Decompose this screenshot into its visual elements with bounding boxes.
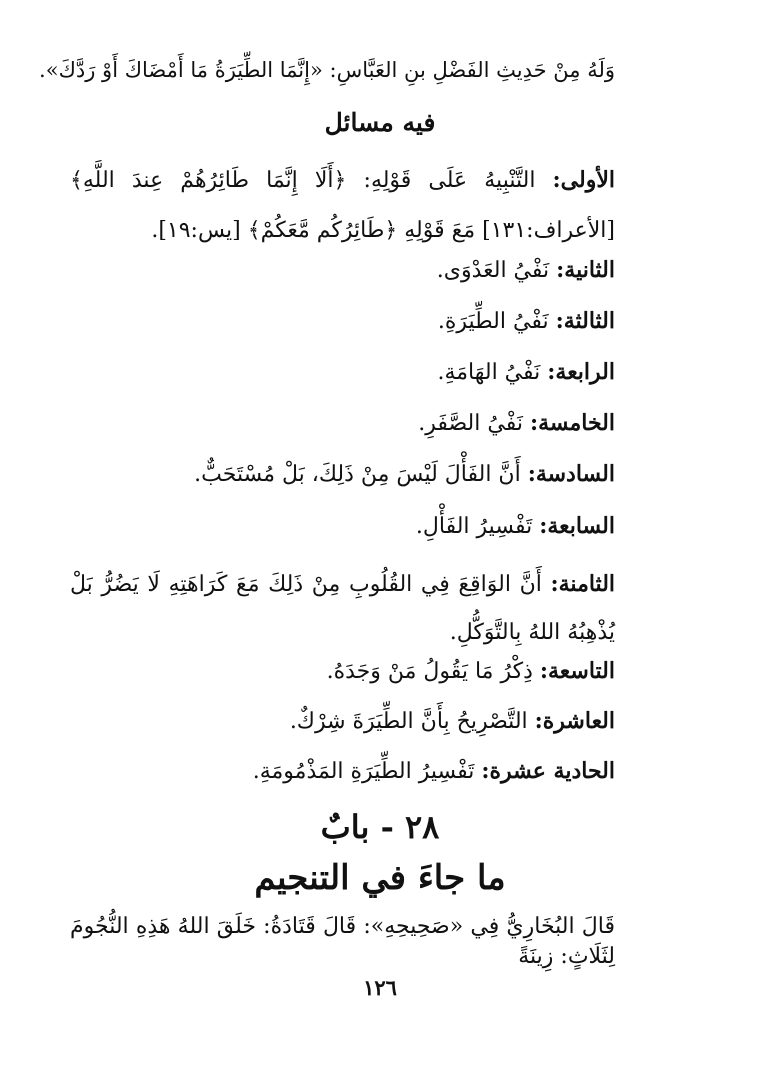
intro-hadith-line: وَلَهُ مِنْ حَدِيثِ الفَضْلِ بنِ العَبَّاسِ: «إِنَّمَا الطِّيَرَةُ مَا أَمْضَاكَ أَوْ رَدَّكَ». — [39, 58, 615, 82]
masala-label: الحادية عشرة: — [481, 758, 615, 784]
masala-text: نَفْيُ الهَامَةِ. — [437, 360, 541, 385]
masala-item-2 — [437, 255, 615, 286]
masala-label: السابعة: — [539, 513, 615, 539]
masala-text: نَفْيُ العَدْوَى. — [436, 258, 550, 283]
masala-label: الثامنة: — [550, 571, 616, 597]
masala-item-11 — [253, 756, 615, 787]
masala-text: التَّنْبِيهُ عَلَى قَوْلِهِ: ﴿أَلَا إِنَّمَا طَائِرُهُمْ عِندَ اللَّهِ﴾ [الأعراف:١٣١] مَعَ قَوْلِهِ ﴿طَائِرُكُم مَّعَكُمْ﴾ [يس:١٩]. — [70, 168, 615, 243]
masala-text: أَنَّ الوَاقِعَ فِي القُلُوبِ مِنْ ذَلِكَ مَعَ كَرَاهَتِهِ لَا يَضُرُّ بَلْ يُذْهِبُهُ اللهُ بِالتَّوَكُّلِ. — [70, 572, 615, 645]
masala-item-8 — [70, 560, 615, 657]
masala-text: تَفْسِيرُ الفَأْلِ. — [415, 514, 533, 539]
masala-text: نَفْيُ الطِّيَرَةِ. — [437, 309, 549, 334]
masala-label: الأولى: — [552, 167, 615, 193]
masala-label: الرابعة: — [547, 359, 615, 385]
masala-label: الثانية: — [556, 257, 615, 283]
chapter-number-heading: ٢٨ - بابٌ — [320, 808, 440, 846]
masala-item-7 — [416, 511, 615, 542]
masala-item-3 — [438, 306, 615, 337]
section-heading-masail: فيه مسائل — [324, 108, 436, 137]
masala-item-6 — [194, 459, 615, 490]
masala-item-9 — [327, 656, 615, 687]
chapter-opening-line: قَالَ البُخَارِيُّ فِي «صَحِيحِهِ»: قَالَ قَتَادَةُ: خَلَقَ اللهُ هَذِهِ النُّجُومَ لِثَلَاثٍ: زِينَةً — [70, 914, 615, 969]
masala-label: التاسعة: — [539, 658, 615, 684]
masala-text: ذِكْرُ مَا يَقُولُ مَنْ وَجَدَهُ. — [326, 659, 533, 684]
masala-item-5 — [418, 408, 615, 439]
masala-text: أَنَّ الفَأْلَ لَيْسَ مِنْ ذَلِكَ، بَلْ مُسْتَحَبٌّ. — [194, 462, 521, 487]
masala-label: الخامسة: — [529, 410, 615, 436]
page-number: ١٢٦ — [363, 975, 397, 1000]
masala-item-1 — [70, 155, 615, 256]
masala-text: نَفْيُ الصَّفَرِ. — [418, 411, 523, 436]
masala-item-4 — [437, 357, 615, 388]
masala-label: السادسة: — [527, 461, 615, 487]
masala-label: الثالثة: — [555, 308, 615, 334]
masala-text: تَفْسِيرُ الطِّيَرَةِ المَذْمُومَةِ. — [252, 759, 475, 784]
masala-item-10 — [290, 706, 615, 737]
masala-label: العاشرة: — [534, 708, 615, 734]
chapter-title-heading: ما جاءَ في التنجيم — [254, 858, 506, 898]
masala-text: التَّصْرِيحُ بِأَنَّ الطِّيَرَةَ شِرْكٌ. — [289, 709, 528, 734]
